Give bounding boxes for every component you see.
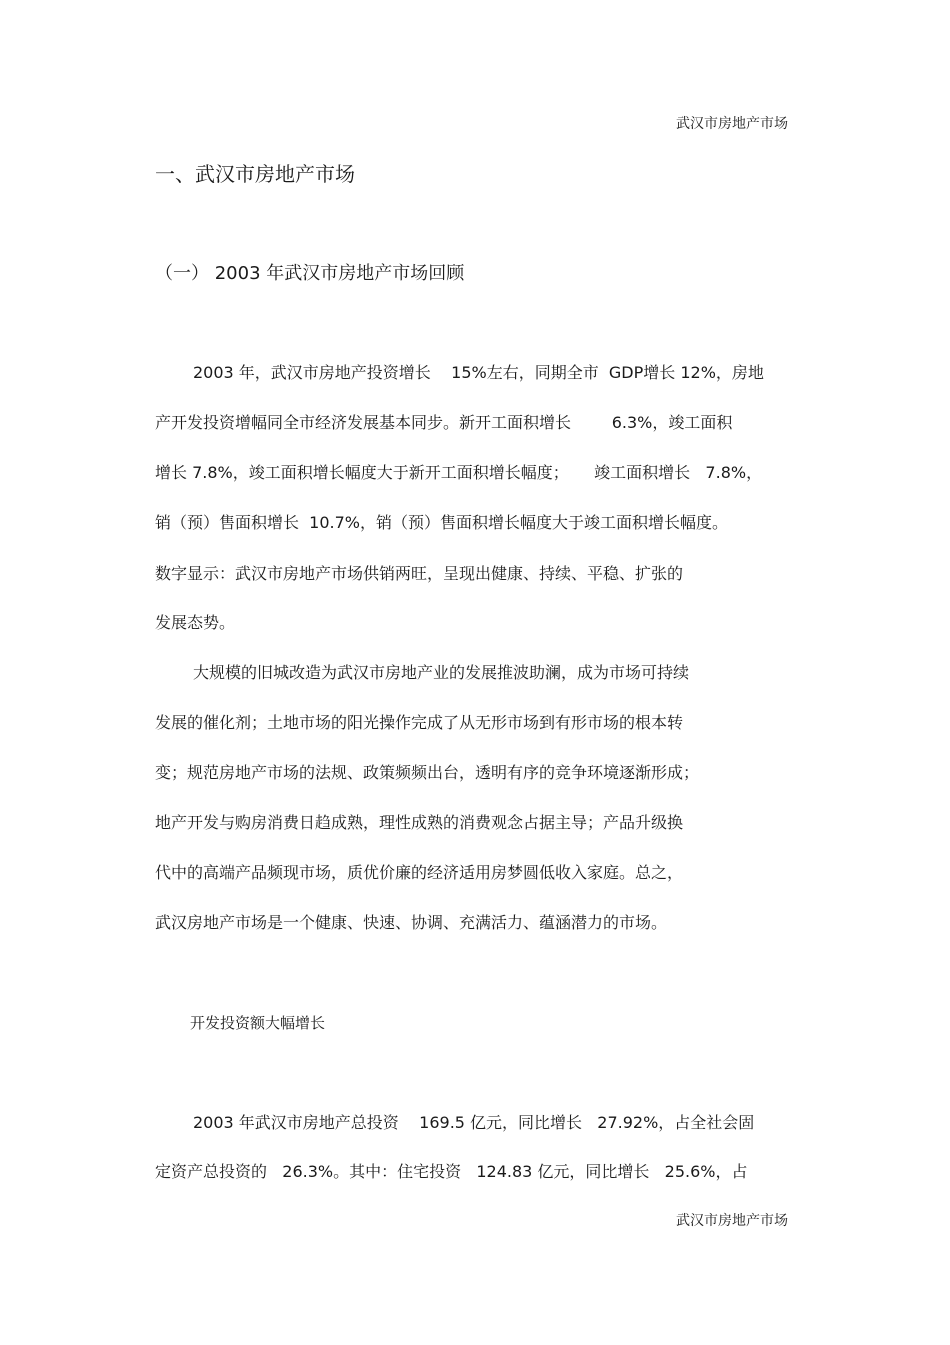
paragraph-line: 代中的高端产品频现市场，质优价廉的经济适用房梦圆低收入家庭。总之，: [155, 863, 684, 882]
paragraph-line: 产开发投资增幅同全市经济发展基本同步。新开工面积增长 6.3%，竣工面积: [155, 413, 733, 432]
paragraph-line: 变；规范房地产市场的法规、政策频频出台，透明有序的竞争环境逐渐形成；: [155, 763, 700, 782]
paragraph-line: 数字显示：武汉市房地产市场供销两旺，呈现出健康、持续、平稳、扩张的: [155, 564, 684, 583]
paragraph-line: 2003 年武汉市房地产总投资 169.5 亿元，同比增长 27.92%，占全社会固: [193, 1113, 755, 1132]
running-header: 武汉市房地产市场: [676, 116, 788, 132]
paragraph-line: 定资产总投资的 26.3%。其中：住宅投资 124.83 亿元，同比增长 25.6%，占: [155, 1162, 748, 1181]
section-title: 一、武汉市房地产市场: [155, 162, 355, 186]
paragraph-line: 武汉房地产市场是一个健康、快速、协调、充满活力、蕴涵潜力的市场。: [155, 913, 668, 932]
paragraph-line: 发展的催化剂；土地市场的阳光操作完成了从无形市场到有形市场的根本转: [155, 713, 684, 732]
subsection-title: （一） 2003 年武汉市房地产市场回顾: [155, 263, 465, 284]
paragraph-line: 发展态势。: [155, 613, 236, 632]
paragraph-line: 2003 年，武汉市房地产投资增长 15%左右，同期全市 GDP增长 12%，房地: [193, 363, 764, 382]
paragraph-line: 销（预）售面积增长 10.7%，销（预）售面积增长幅度大于竣工面积增长幅度。: [155, 513, 729, 532]
paragraph-line: 大规模的旧城改造为武汉市房地产业的发展推波助澜，成为市场可持续: [193, 663, 690, 682]
paragraph-line: 增长 7.8%，竣工面积增长幅度大于新开工面积增长幅度； 竣工面积增长 7.8%，: [155, 463, 763, 482]
paragraph-line: 地产开发与购房消费日趋成熟，理性成熟的消费观念占据主导；产品升级换: [155, 813, 684, 832]
running-footer: 武汉市房地产市场: [676, 1213, 788, 1229]
subheading: 开发投资额大幅增长: [190, 1014, 326, 1032]
